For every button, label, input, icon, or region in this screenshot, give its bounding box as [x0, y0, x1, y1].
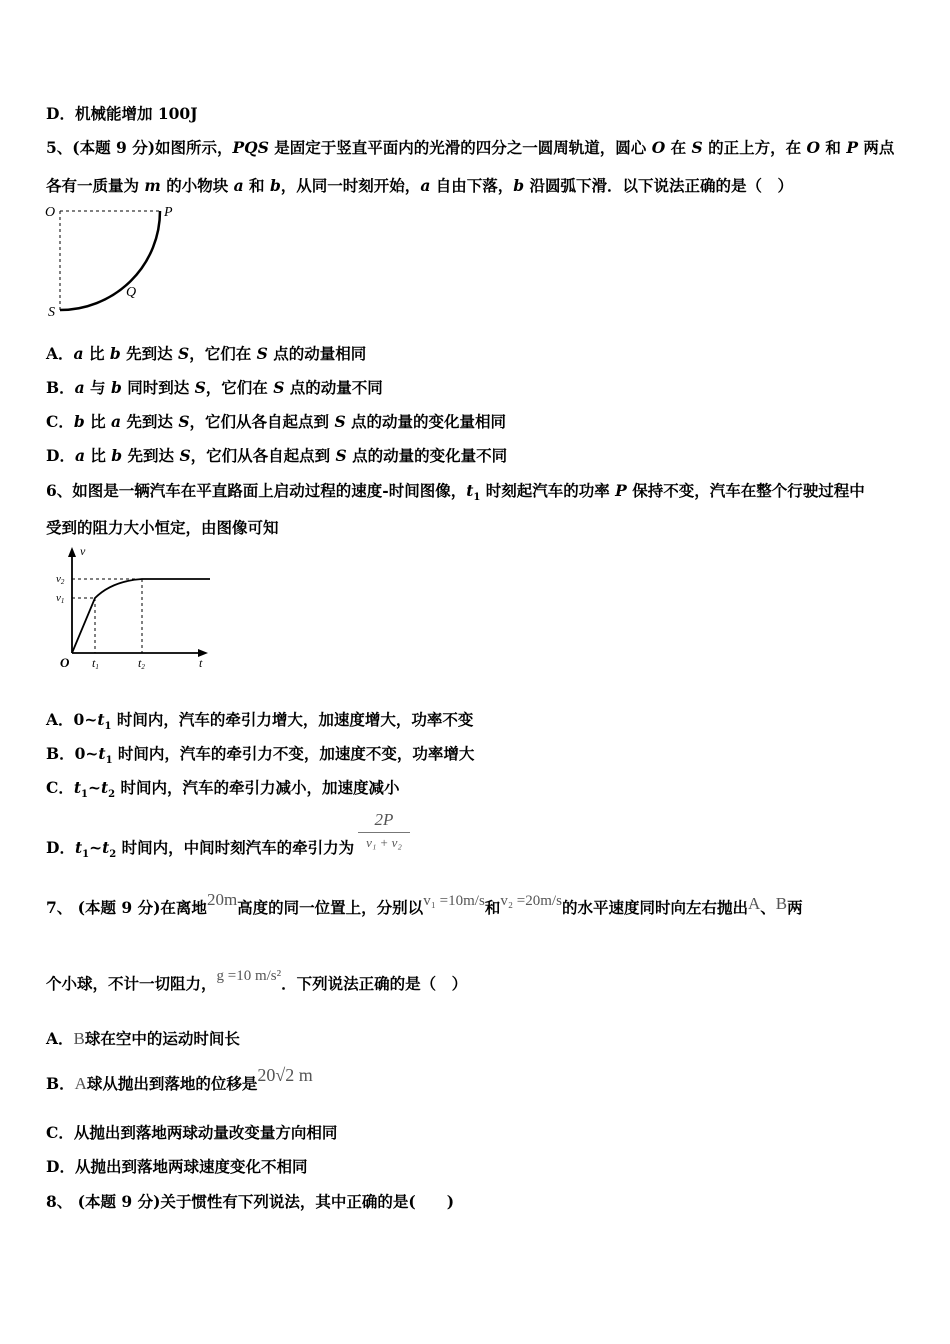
q7-option-c: C．从抛出到落地两球动量改变量方向相同	[46, 1123, 338, 1142]
q5-option-a: A．a 比 b 先到达 S，它们在 S 点的动量相同	[46, 344, 367, 363]
fraction-numerator: 2P	[358, 810, 410, 833]
q6-option-c: C．$t_1\sim t_2$ 时间内，汽车的牵引力减小，加速度减小	[46, 778, 400, 801]
q7-stem-line2: 个小球，不计一切阻力，g =10 m/s²．下列说法正确的是（ ）	[46, 968, 468, 993]
q5-option-c: C．b 比 a 先到达 S，它们从各自起点到 S 点的动量的变化量相同	[46, 412, 507, 431]
q6-stem-line1: 6、如图是一辆汽车在平直路面上启动过程的速度-时间图像，$t_1$ 时刻起汽车的功率 P 保持不变，汽车在整个行驶过程中	[46, 481, 865, 504]
q6-option-d-fraction	[358, 810, 410, 851]
q7-option-b: B．A球从抛出到落地的位移是20√2 m	[46, 1065, 313, 1093]
q6-option-a: A．$0\sim t_1$ 时间内，汽车的牵引力增大，加速度增大，功率不变	[46, 710, 474, 733]
q6-option-d: D．$t_1\sim t_2$ 时间内，中间时刻汽车的牵引力为	[46, 838, 355, 861]
q6-velocity-curve	[72, 579, 210, 653]
q6-label-t: t	[199, 656, 203, 670]
q7-option-d: D．从抛出到落地两球速度变化不相同	[46, 1157, 308, 1176]
q5-label-q: Q	[126, 285, 137, 300]
q5-track-figure	[40, 200, 180, 325]
q5-option-b: B．a 与 b 同时到达 S，它们在 S 点的动量不同	[46, 378, 383, 397]
fraction-denominator: v₁ + v₂	[366, 835, 402, 850]
q6-label-o: O	[60, 655, 70, 670]
q6-stem-line2: 受到的阻力大小恒定，由图像可知	[46, 518, 279, 537]
q6-label-t1: t1	[92, 656, 99, 671]
q6-label-t2: t2	[138, 656, 145, 671]
q5-label-p: P	[164, 205, 173, 220]
q6-vt-graph	[52, 545, 217, 673]
q5-arc-track	[60, 211, 160, 310]
q6-v-axis-arrow	[68, 547, 76, 557]
q5-label-o: O	[45, 205, 56, 220]
q6-option-b: B．$0\sim t_1$ 时间内，汽车的牵引力不变，加速度不变，功率增大	[46, 744, 475, 767]
q7-option-a: A．B球在空中的运动时间长	[46, 1029, 240, 1048]
q5-stem-line2: 各有一质量为 m 的小物块 a 和 b，从同一时刻开始，a 自由下落，b 沿圆弧下滑．以下说法正确的是（ ）	[46, 176, 794, 195]
q5-option-d: D．a 比 b 先到达 S，它们从各自起点到 S 点的动量的变化量不同	[46, 446, 508, 465]
q4-option-d: D．机械能增加 100J	[46, 104, 198, 123]
q8-stem: 8、 (本题 9 分)关于惯性有下列说法，其中正确的是( )	[46, 1192, 455, 1211]
q6-label-v1: v1	[56, 592, 65, 605]
q6-label-v: v	[80, 545, 86, 558]
q7-stem-line1: 7、 (本题 9 分)在离地20m高度的同一位置上，分别以v₁ =10m/s和v₂ =20m/s的水平速度同时向左右抛出A、B两	[46, 890, 803, 917]
q6-label-v2: v2	[56, 573, 65, 586]
q5-label-s: S	[48, 305, 55, 320]
q5-stem-line1: 5、(本题 9 分)如图所示，PQS 是固定于竖直平面内的光滑的四分之一圆周轨道，圆心 O 在 S 的正上方，在 O 和 P 两点	[46, 138, 895, 157]
